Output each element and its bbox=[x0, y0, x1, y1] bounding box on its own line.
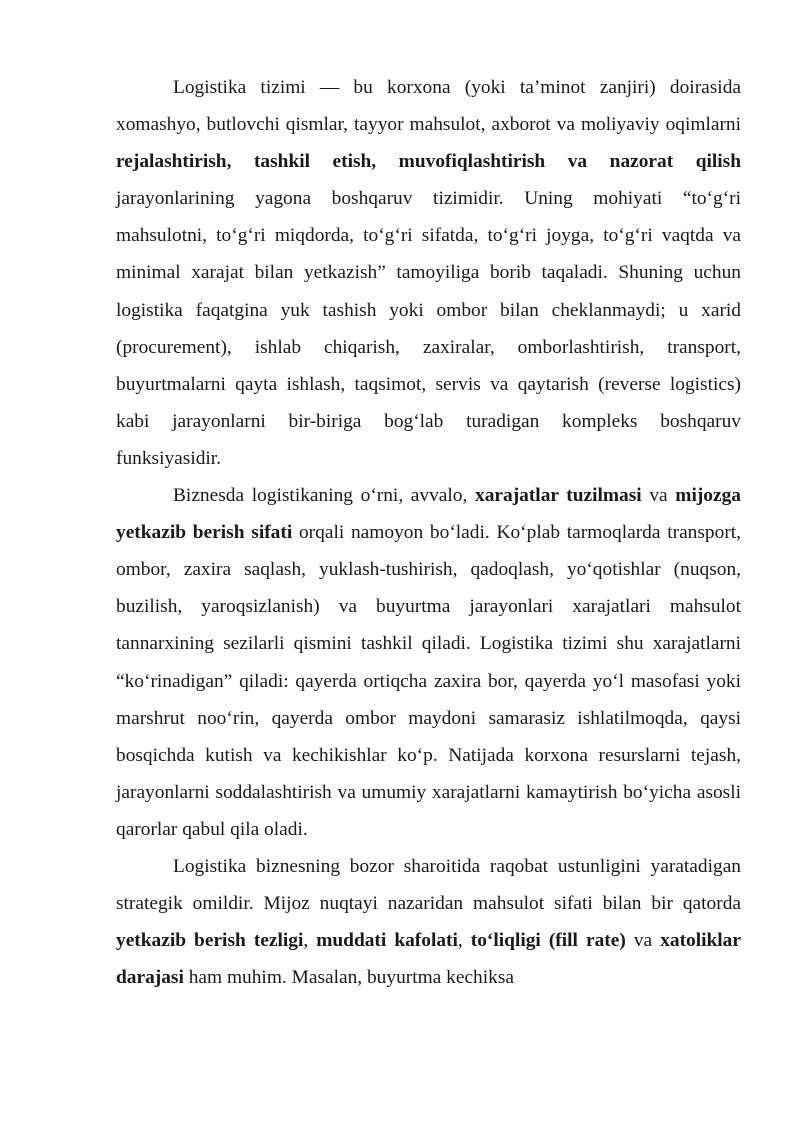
paragraph-2 bbox=[116, 477, 741, 848]
text-segment: va bbox=[641, 485, 676, 507]
text-segment: ham muhim. Masalan, buyurtma kechiksa bbox=[183, 967, 514, 989]
text-segment: , bbox=[303, 930, 317, 952]
bold-term: rejalashtirish, tashkil etish, muvofiqlashtirish va nazorat qilish bbox=[116, 151, 741, 173]
text-segment: Logistika tizimi — bu korxona (yoki ta’minot zanjiri) doirasida xomashyo, butlovchi qismlar, tayyor mahsulot, axborot va moliyaviy oqimlarni bbox=[116, 77, 741, 136]
text-segment: va bbox=[625, 930, 661, 952]
text-segment: Biznesda logistikaning o‘rni, avvalo, bbox=[173, 485, 475, 507]
body-text bbox=[116, 69, 741, 996]
bold-term: to‘liqligi (fill rate) bbox=[470, 930, 626, 952]
text-segment: Logistika biznesning bozor sharoitida raqobat ustunligini yaratadigan strategik omildir. Mijoz nuqtayi nazaridan mahsulot sifati bilan bir qatorda bbox=[116, 855, 741, 915]
bold-term: xarajatlar tuzilmasi bbox=[475, 485, 642, 507]
bold-term: muddati kafolati bbox=[316, 930, 458, 952]
paragraph-1 bbox=[116, 69, 741, 477]
text-segment: orqali namoyon bo‘ladi. Ko‘plab tarmoqlarda transport, ombor, zaxira saqlash, yuklash-tushirish, qadoqlash, yo‘qotishlar (nuqson, buzilish, yaroqsizlanish) va buyurtma jarayonlari xarajatlari mahsulot tannarxining sezilarli qismini tashkil qiladi. Logistika tizimi shu xarajatlarni “ko‘rinadigan” qiladi: qayerda ortiqcha zaxira bor, qayerda yo‘l masofasi yoki marshrut noo‘rin, qayerda ombor maydoni samarasiz ishlatilmoqda, qaysi bosqichda kutish va kechikishlar ko‘p. Natijada korxona resurslarni tejash, jarayonlarni soddalashtirish va umumiy xarajatlarni kamaytirish bo‘yicha asosli qarorlar qabul qila oladi. bbox=[116, 522, 742, 840]
text-segment: , bbox=[457, 930, 471, 952]
paragraph-3 bbox=[116, 848, 741, 996]
bold-term: xatoliklar darajasi bbox=[116, 930, 741, 989]
bold-term: mijozga yetkazib berish sifati bbox=[116, 485, 741, 544]
bold-term: yetkazib berish tezligi bbox=[116, 930, 304, 952]
text-segment: jarayonlarining yagona boshqaruv tizimidir. Uning mohiyati “to‘g‘ri mahsulotni, to‘g‘ri miqdorda, to‘g‘ri sifatda, to‘g‘ri joyga, to‘g‘ri vaqtda va minimal xarajat bilan yetkazish” tamoyiliga borib taqaladi. Shuning uchun logistika faqatgina yuk tashish yoki ombor bilan cheklanmaydi; u xarid (procurement), ishlab chiqarish, zaxiralar, omborlashtirish, transport, buyurtmalarni qayta ishlash, taqsimot, servis va qaytarish (reverse logistics) kabi jarayonlarni bir-biriga bog‘lab turadigan kompleks boshqaruv funksiyasidir. bbox=[116, 188, 741, 469]
